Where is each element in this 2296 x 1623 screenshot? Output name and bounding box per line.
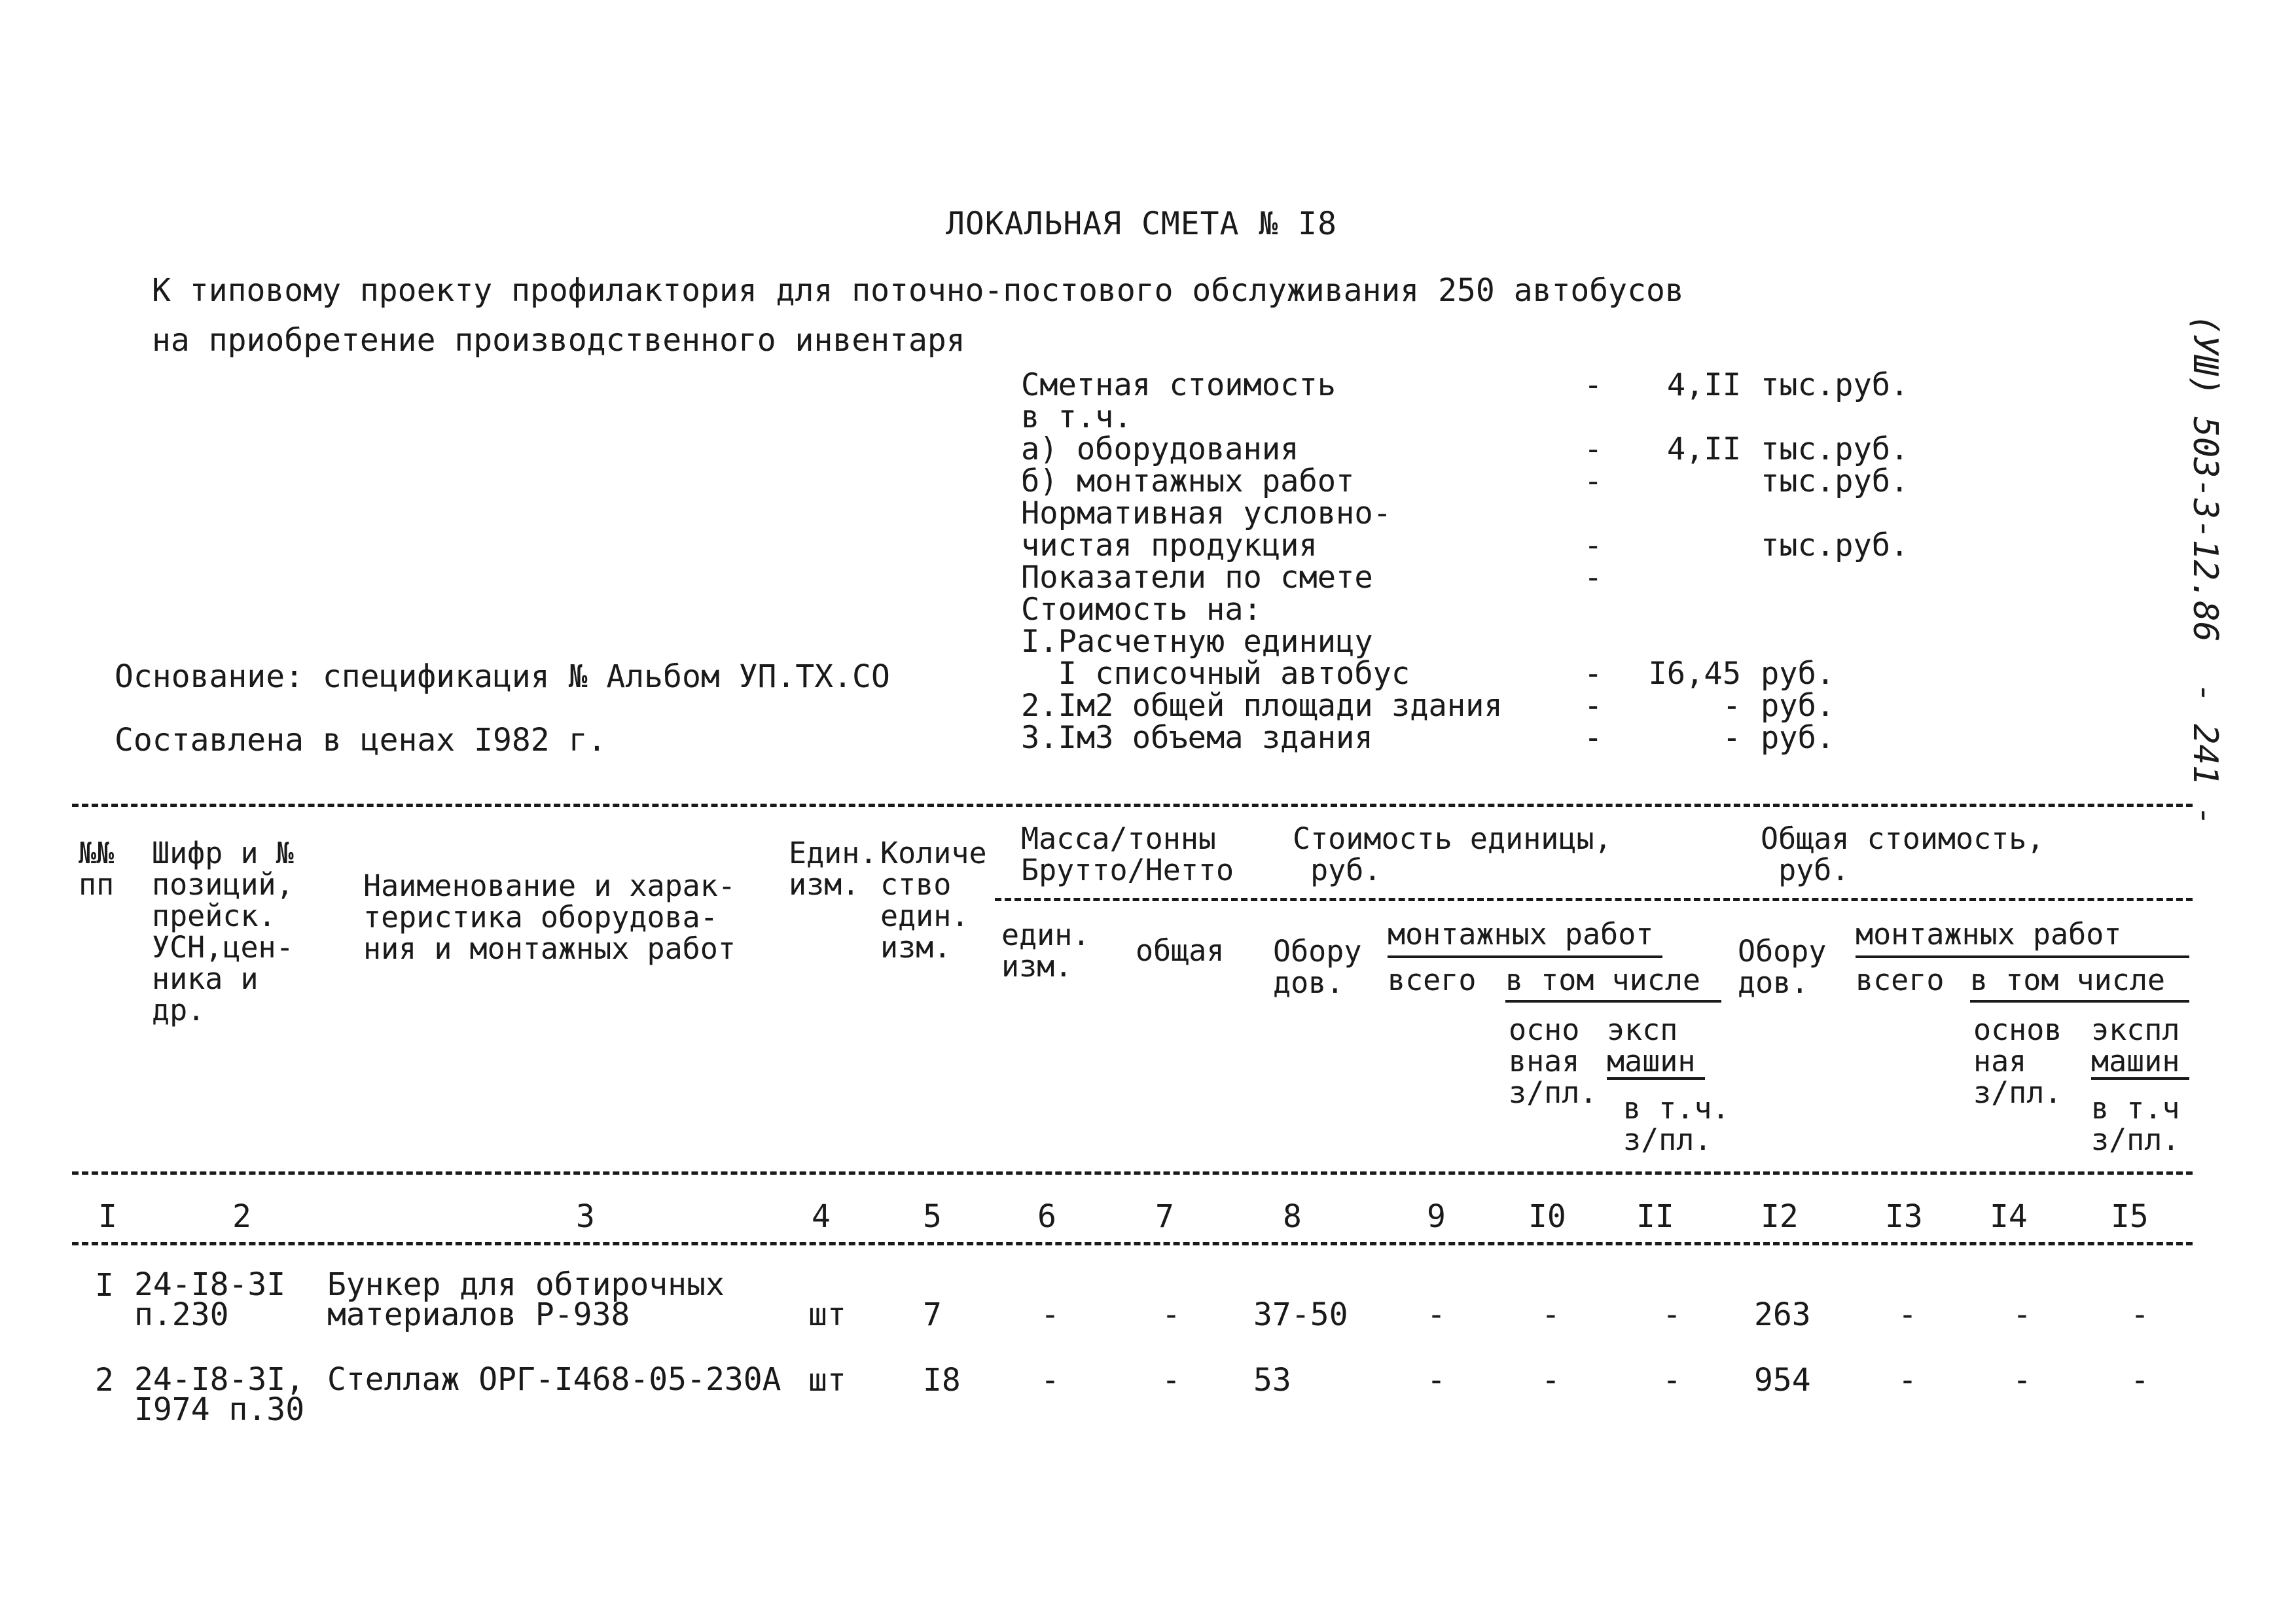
col-header-total-cost: Общая стоимость, руб. [1761, 821, 2045, 887]
summary-unit: руб. [1761, 720, 1835, 756]
col-header-incl-total: в том числе [1970, 963, 2166, 997]
summary-dash: - [1584, 367, 1603, 403]
summary-value: - [1722, 688, 1741, 724]
column-number: I2 [1761, 1198, 1799, 1235]
summary-label: I списочный автобус [1021, 656, 1410, 692]
col-header-equip-total: Обору дов. [1738, 934, 1827, 1000]
row-mont-total: - [1898, 1296, 1917, 1333]
col-header-c14: основ ная з/пл. [1973, 1012, 2062, 1110]
col-header-mass-total: общая [1136, 933, 1225, 968]
col-header-c10: осно вная з/пл. [1509, 1012, 1598, 1110]
summary-label: 3.Iм3 объема здания [1021, 720, 1373, 756]
row-mont-total-mach: - [2130, 1296, 2149, 1333]
col-header-qty: Количе ство един. изм. [880, 836, 987, 965]
column-number: I3 [1885, 1198, 1923, 1235]
summary-label: Показатели по смете [1021, 560, 1373, 596]
summary-unit: руб. [1761, 656, 1835, 692]
row-mass-unit: - [1041, 1362, 1060, 1399]
summary-dash: - [1584, 560, 1603, 596]
summary-value: 4,II [1666, 367, 1741, 403]
col-header-num: №№ пп [79, 836, 115, 902]
mont-total-underline [1856, 955, 2189, 958]
row-code: 24-I8-3I п.230 [134, 1266, 286, 1333]
col-header-code: Шифр и № позиций, прейск. УСН,цен- ника и др. [152, 836, 294, 1027]
col-header-name: Наименование и харак- теристика оборудова- ния и монтажных работ [363, 868, 736, 966]
row-number: I [95, 1267, 114, 1304]
row-mont-total-mach: - [2130, 1362, 2149, 1399]
subtitle-line-1: К типовому проекту профилактория для поточно-постового обслуживания 250 автобусов [152, 272, 1684, 309]
basis-text: Основание: спецификация № Альбом УП.ТХ.СО [115, 658, 890, 695]
document-title: ЛОКАЛЬНАЯ СМЕТА № I8 [946, 205, 1337, 242]
col-header-mass: Масса/тонны Брутто/Нетто [1021, 821, 1234, 887]
header-top-rule [72, 804, 2193, 807]
row-unit: шт [808, 1296, 846, 1333]
col-header-incl-unit: в том числе [1505, 963, 1701, 997]
summary-label: а) оборудования [1021, 431, 1299, 467]
row-mass-unit: - [1041, 1296, 1060, 1333]
column-number: 7 [1155, 1198, 1174, 1235]
summary-dash: - [1584, 463, 1603, 499]
summary-dash: - [1584, 656, 1603, 692]
summary-dash: - [1584, 720, 1603, 756]
summary-label: в т.ч. [1021, 399, 1132, 435]
summary-dash: - [1584, 527, 1603, 563]
column-number: I4 [1990, 1198, 2028, 1235]
col-header-c15: экспл машин [2091, 1012, 2180, 1079]
summary-unit: тыс.руб. [1761, 527, 1909, 563]
row-mont-unit-wage: - [1541, 1362, 1560, 1399]
summary-label: Сметная стоимость [1021, 367, 1336, 403]
summary-value: - [1722, 720, 1741, 756]
col-header-mass-unit: един. изм. [1001, 918, 1090, 984]
col-header-equip-unit: Обору дов. [1273, 934, 1362, 1000]
row-qty: I8 [923, 1362, 961, 1399]
row-name: Бункер для обтирочных материалов Р-938 [327, 1266, 725, 1333]
column-number: II [1636, 1198, 1674, 1235]
summary-value: 4,II [1666, 431, 1741, 467]
summary-unit: тыс.руб. [1761, 367, 1909, 403]
column-number: 3 [576, 1198, 595, 1235]
row-mont-total-wage: - [2013, 1296, 2032, 1333]
column-numbers-rule [72, 1242, 2193, 1245]
row-mont-unit-total: - [1427, 1362, 1446, 1399]
summary-dash: - [1584, 431, 1603, 467]
row-mont-total-wage: - [2013, 1362, 2032, 1399]
column-number: 6 [1037, 1198, 1056, 1235]
incl-unit-underline [1505, 1000, 1721, 1003]
row-mont-unit-mach: - [1662, 1296, 1681, 1333]
column-number: 8 [1283, 1198, 1302, 1235]
col-header-c11: эксп машин [1607, 1012, 1696, 1079]
row-code: 24-I8-3I, I974 п.30 [134, 1361, 305, 1428]
row-equip-unit-cost: 37-50 [1253, 1296, 1348, 1333]
row-mass-total: - [1162, 1362, 1181, 1399]
summary-label: чистая продукция [1021, 527, 1318, 563]
column-number: 2 [232, 1198, 251, 1235]
summary-label: б) монтажных работ [1021, 463, 1355, 499]
col-header-total-unit: всего [1388, 963, 1477, 997]
subtitle-line-2: на приобретение производственного инвентаря [152, 322, 965, 359]
summary-label: I.Расчетную единицу [1021, 624, 1373, 660]
row-name: Стеллаж ОРГ-I468-05-230А [327, 1361, 781, 1398]
column-number: 4 [812, 1198, 831, 1235]
row-qty: 7 [923, 1296, 942, 1333]
col-header-c15-sub: в т.ч з/пл. [2091, 1091, 2180, 1157]
column-number: I5 [2111, 1198, 2149, 1235]
row-number: 2 [95, 1362, 114, 1399]
summary-unit: руб. [1761, 688, 1835, 724]
margin-stamp: (УШ) 503-3-12.86 - 241 - [2185, 314, 2225, 827]
column-number: 9 [1427, 1198, 1446, 1235]
summary-dash: - [1584, 688, 1603, 724]
summary-value: I6,45 [1648, 656, 1741, 692]
column-number: 5 [923, 1198, 942, 1235]
row-mont-unit-total: - [1427, 1296, 1446, 1333]
summary-unit: тыс.руб. [1761, 463, 1909, 499]
row-equip-unit-cost: 53 [1253, 1362, 1291, 1399]
row-mont-unit-mach: - [1662, 1362, 1681, 1399]
row-mont-unit-wage: - [1541, 1296, 1560, 1333]
summary-label: 2.Iм2 общей площади здания [1021, 688, 1503, 724]
col-header-unit: Един. изм. [789, 836, 878, 902]
summary-label: Стоимость на: [1021, 592, 1262, 628]
row-unit: шт [808, 1362, 846, 1399]
col-header-total-total: всего [1856, 963, 1945, 997]
col-header-mont-total: монтажных работ [1856, 917, 2122, 952]
mont-unit-underline [1388, 955, 1662, 958]
summary-label: Нормативная условно- [1021, 495, 1391, 531]
summary-unit: тыс.руб. [1761, 431, 1909, 467]
col-header-unit-cost: Стоимость единицы, руб. [1293, 821, 1612, 887]
col-header-c11-sub: в т.ч. з/пл. [1623, 1091, 1730, 1157]
incl-total-underline [1970, 1000, 2189, 1003]
col-header-mont-unit: монтажных работ [1388, 917, 1654, 952]
c15-underline [2091, 1077, 2189, 1080]
row-equip-total-cost: 263 [1754, 1296, 1811, 1333]
prices-text: Составлена в ценах I982 г. [115, 722, 607, 758]
header-bottom-rule [72, 1171, 2193, 1175]
row-mass-total: - [1162, 1296, 1181, 1333]
column-number: I0 [1528, 1198, 1566, 1235]
row-equip-total-cost: 954 [1754, 1362, 1811, 1399]
column-number: I [98, 1198, 117, 1235]
c11-underline [1607, 1077, 1705, 1080]
row-mont-total: - [1898, 1362, 1917, 1399]
header-mid-rule [995, 898, 2193, 901]
